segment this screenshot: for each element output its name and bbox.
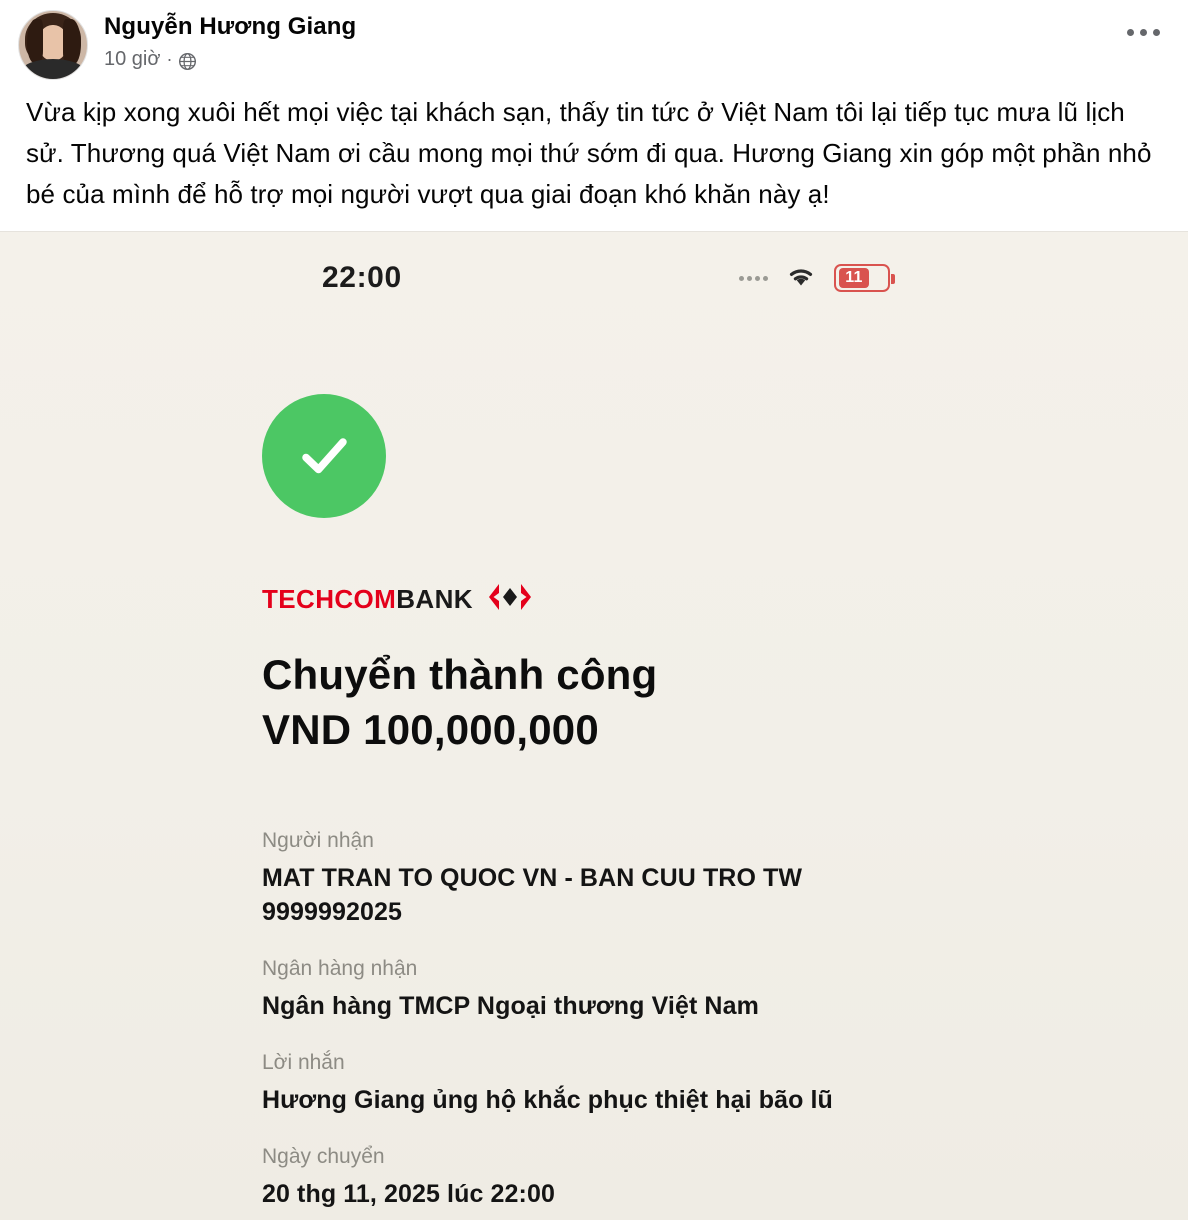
receipt-field-date xyxy=(262,1143,1188,1211)
receipt-fields xyxy=(262,827,1188,1211)
bank-name-part1: TECHCOM xyxy=(262,584,397,614)
receipt-field-recipient xyxy=(262,827,1188,929)
phone-status-bar xyxy=(0,232,1188,324)
wifi-icon xyxy=(784,263,818,294)
post-header-text xyxy=(104,10,356,72)
battery-level: 11 xyxy=(839,268,869,288)
signal-dot-3 xyxy=(755,276,760,281)
signal-dot-2 xyxy=(747,276,752,281)
author-name[interactable]: Nguyễn Hương Giang xyxy=(104,13,357,40)
post-meta xyxy=(104,46,356,72)
phone-screenshot xyxy=(0,232,1188,1220)
field-value-date: 20 thg 11, 2025 lúc 22:00 xyxy=(262,1180,555,1208)
signal-dot-1 xyxy=(739,276,744,281)
field-value-recipient-account: 9999992025 xyxy=(262,898,403,926)
signal-dots-icon xyxy=(739,276,768,281)
post-header xyxy=(0,0,1188,78)
globe-icon[interactable] xyxy=(178,52,197,71)
check-circle-icon xyxy=(262,394,386,518)
status-bar-indicators xyxy=(739,263,890,294)
field-label-message: Lời nhắn xyxy=(262,1051,345,1074)
bank-name xyxy=(262,584,473,615)
field-value-bank: Ngân hàng TMCP Ngoại thương Việt Nam xyxy=(262,992,759,1020)
techcombank-brand xyxy=(262,582,1188,617)
avatar[interactable] xyxy=(18,10,88,80)
field-label-recipient: Người nhận xyxy=(262,829,374,852)
meta-separator: · xyxy=(166,49,173,69)
post-timestamp[interactable]: 10 giờ xyxy=(104,48,161,70)
more-options-button[interactable] xyxy=(1120,16,1166,48)
field-value-recipient-name: MAT TRAN TO QUOC VN - BAN CUU TRO TW xyxy=(262,864,803,892)
avatar-hair-left xyxy=(27,19,43,63)
techcombank-logo-icon xyxy=(487,582,533,617)
receipt-field-message xyxy=(262,1049,1188,1117)
post-text: Vừa kịp xong xuôi hết mọi việc tại khách sạn, thấy tin tức ở Việt Nam tôi lại tiếp tục mưa lũ lịch sử. Thương quá Việt Nam ơi cầu mong mọi thứ sớm đi qua. Hương Giang xin góp một phần nhỏ bé của mình để hỗ trợ mọi người vượt qua giai đoạn khó khăn này ạ! xyxy=(26,97,1152,209)
field-value-message: Hương Giang ủng hộ khắc phục thiệt hại bão lũ xyxy=(262,1086,833,1114)
signal-dot-4 xyxy=(763,276,768,281)
bank-name-part2: BANK xyxy=(396,584,473,614)
more-dot-2 xyxy=(1140,29,1147,36)
post-attachment-image[interactable] xyxy=(0,231,1188,1220)
receipt-field-bank xyxy=(262,955,1188,1023)
field-label-bank: Ngân hàng nhận xyxy=(262,957,418,980)
field-label-date: Ngày chuyển xyxy=(262,1145,385,1168)
transfer-receipt xyxy=(0,324,1188,1211)
receipt-headline: Chuyển thành công xyxy=(262,651,658,698)
battery-icon xyxy=(834,264,890,292)
avatar-hair-right xyxy=(63,19,81,65)
more-dot-3 xyxy=(1153,29,1160,36)
receipt-amount: VND 100,000,000 xyxy=(262,706,599,753)
more-dot-1 xyxy=(1127,29,1134,36)
status-bar-time: 22:00 xyxy=(322,261,402,294)
avatar-shoulders xyxy=(21,59,85,80)
